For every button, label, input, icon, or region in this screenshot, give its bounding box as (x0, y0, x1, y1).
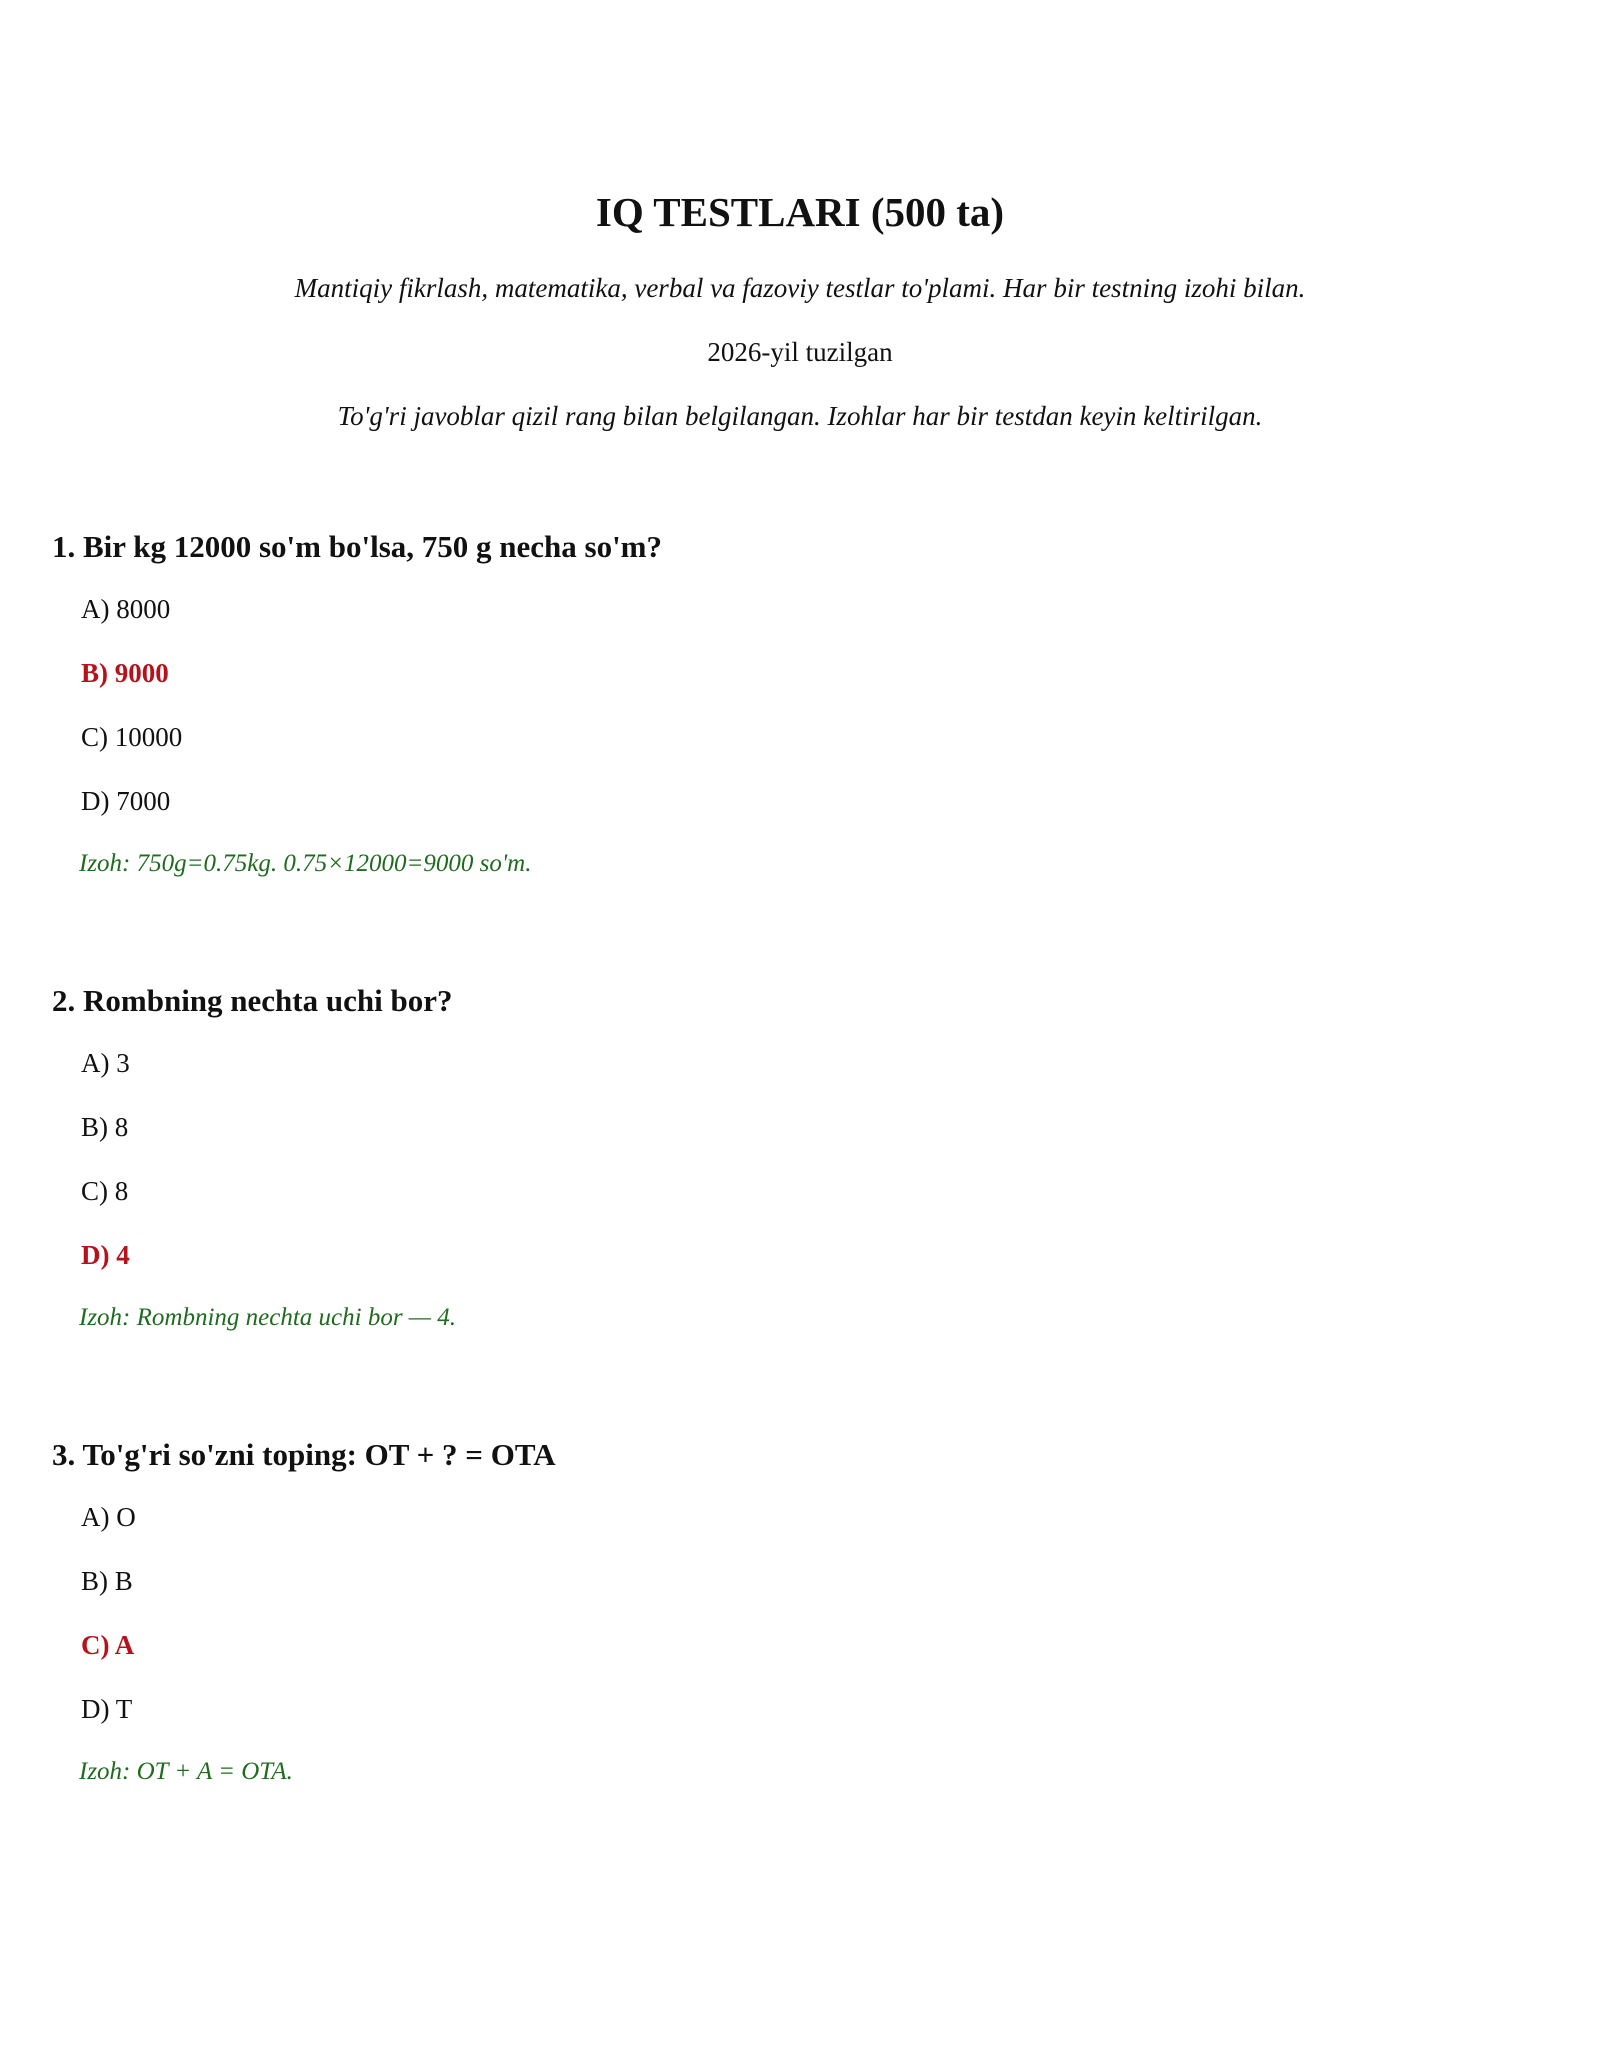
instructions-note: To'g'ri javoblar qizil rang bilan belgilangan. Izohlar har bir testdan keyin keltirilgan. (337, 401, 1263, 431)
option-d: D) 7000 (81, 786, 171, 816)
question-text: 1. Bir kg 12000 so'm bo'lsa, 750 g necha so'm? (52, 529, 663, 564)
option-a: A) 3 (81, 1048, 130, 1078)
explanation: Izoh: 750g=0.75kg. 0.75×12000=9000 so'm. (79, 850, 532, 877)
option-b: B) 8 (81, 1112, 129, 1142)
question-text: 3. To'g'ri so'zni toping: OT + ? = OTA (52, 1437, 556, 1472)
explanation: Izoh: Rombning nechta uchi bor — 4. (79, 1304, 457, 1331)
page-title: IQ TESTLARI (500 ta) (595, 189, 1005, 235)
option-d-correct: D) 4 (81, 1240, 130, 1270)
question-text: 2. Rombning nechta uchi bor? (52, 983, 453, 1018)
option-c: C) 10000 (81, 722, 183, 752)
option-b: B) B (81, 1566, 133, 1596)
option-c-correct: C) A (81, 1630, 135, 1660)
option-a: A) 8000 (81, 594, 171, 624)
option-a: A) O (81, 1502, 136, 1532)
option-c: C) 8 (81, 1176, 129, 1206)
option-d: D) T (81, 1694, 133, 1724)
option-b-correct: B) 9000 (81, 658, 169, 688)
compiled-date: 2026-yil tuzilgan (707, 337, 893, 367)
page-subtitle: Mantiqiy fikrlash, matematika, verbal va fazoviy testlar to'plami. Har bir testning izohi bilan. (294, 273, 1306, 303)
explanation: Izoh: OT + A = OTA. (79, 1758, 293, 1785)
